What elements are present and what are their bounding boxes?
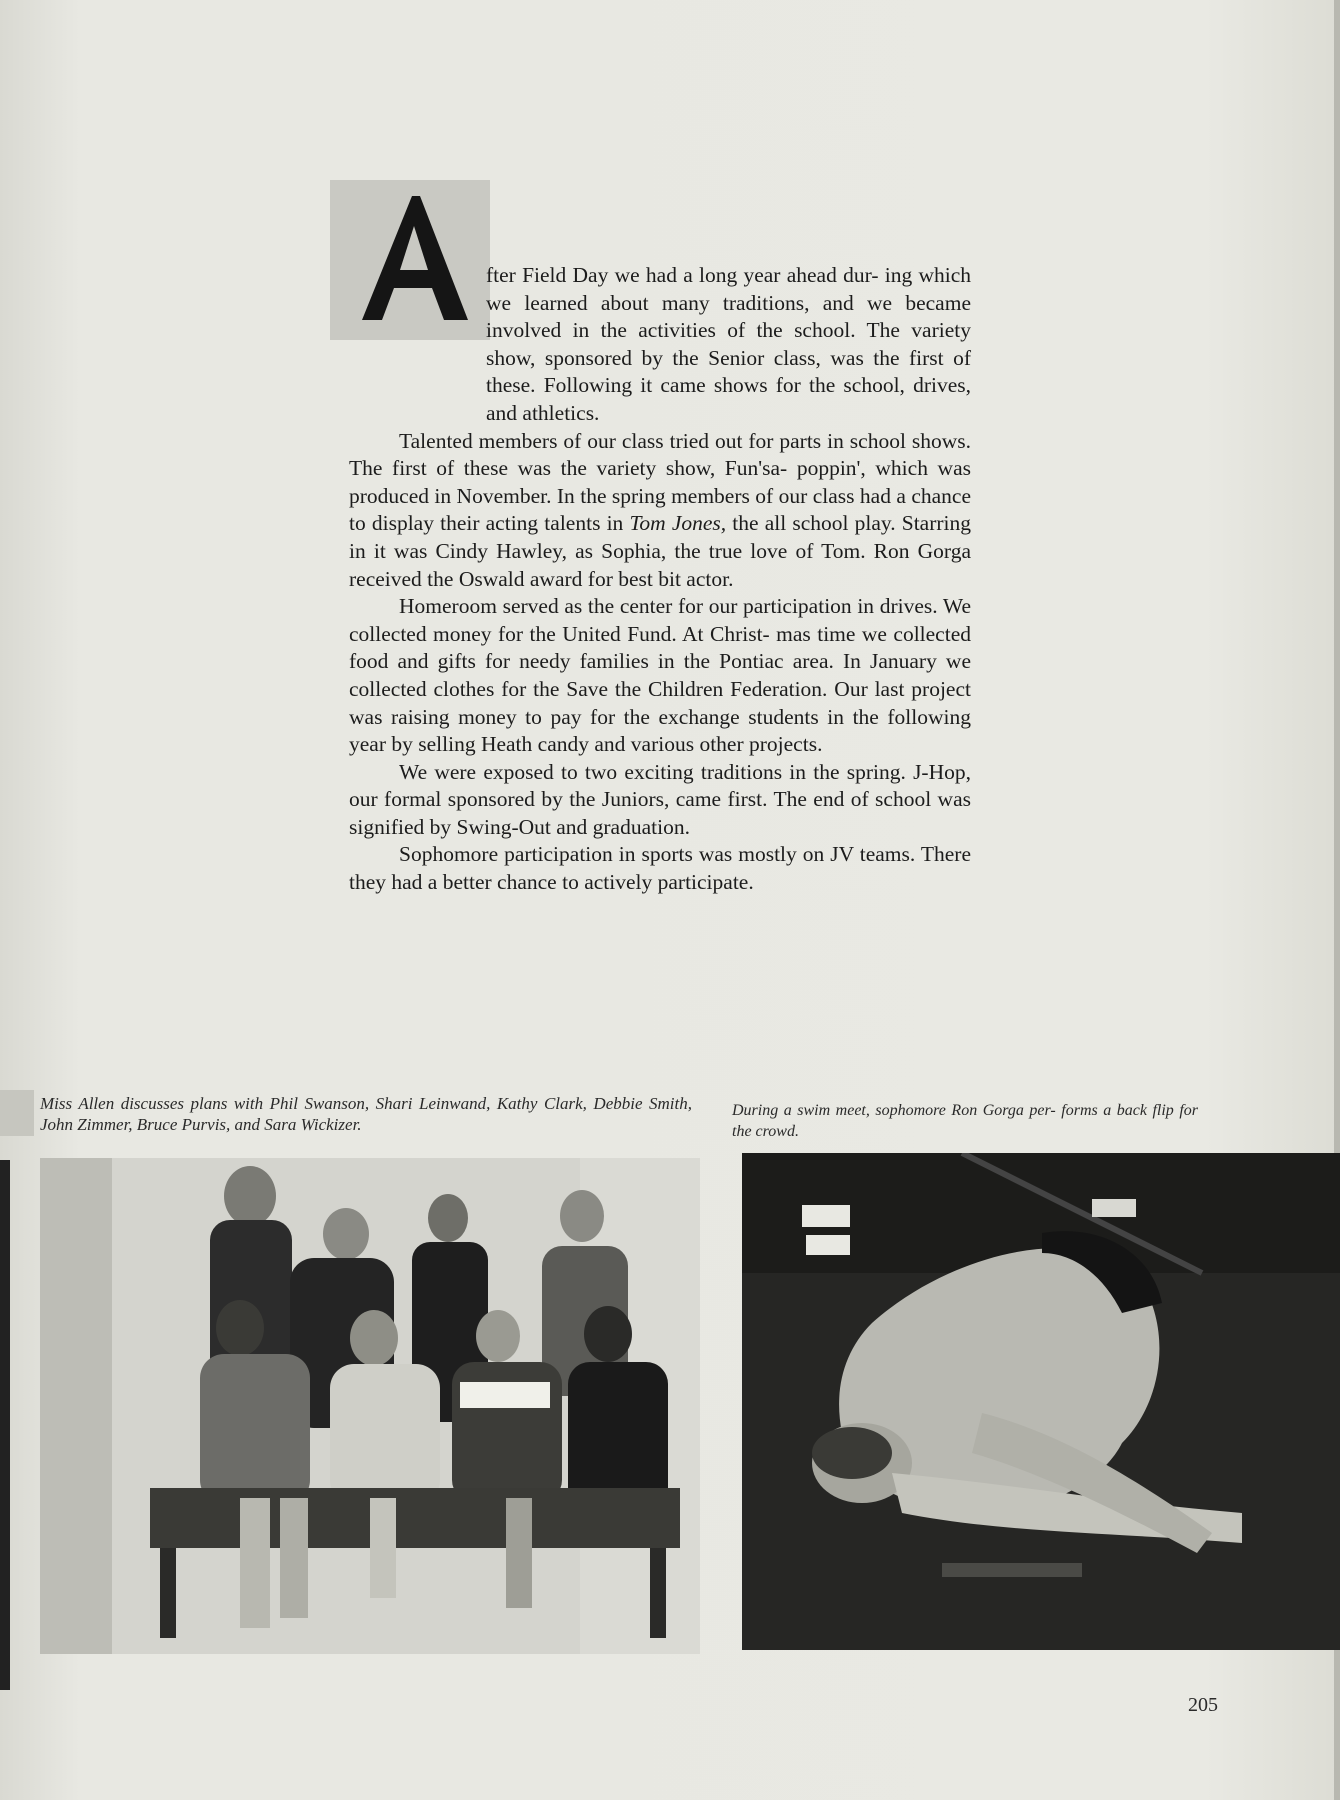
article-paragraph-1 bbox=[349, 262, 971, 428]
diver-photo bbox=[742, 1153, 1340, 1650]
article-paragraph-2-rest: the all school play. Starring in it was Cindy Hawley, as Sophia, the true love of Tom. Ron Gorga received the Oswald award for best bit actor. bbox=[349, 511, 972, 591]
article-paragraph-2-text: Talented members of our class tried out for parts in school shows. The first of these was the variety show, Fun'sa- poppin', which was produced in November. In the spring members of our class had a chance to display their acting talents in bbox=[349, 428, 971, 536]
article-paragraph-1-text: fter Field Day we had a long year ahead dur- ing which we learned about many traditions, and we became involved in the activities of the school. The variety show, sponsored by the Senior class, was the first of these. Following it came shows for the school, drives, and athletics. bbox=[486, 263, 971, 425]
caption-right: During a swim meet, sophomore Ron Gorga per- forms a back flip for the crowd. bbox=[732, 1102, 1198, 1140]
article-paragraph-3: Homeroom served as the center for our participation in drives. We collected money for the United Fund. At Christ- mas time we collected food and gifts for needy families in the Pontiac area. In January we collected clothes for the Save the Children Federation. Our last project was raising money to pay for the exchange students in the following year by selling Heath candy and various other projects. bbox=[349, 594, 971, 757]
group-photo bbox=[40, 1158, 700, 1654]
article-body bbox=[349, 262, 971, 897]
article-paragraph-5: Sophomore participation in sports was mostly on JV teams. There they had a better chance to actively participate. bbox=[349, 842, 971, 895]
caption-marker bbox=[0, 1090, 34, 1136]
article-paragraph-4: We were exposed to two exciting traditions in the spring. J-Hop, our formal sponsored by the Juniors, came first. The end of school was signified by Swing-Out and graduation. bbox=[349, 759, 971, 839]
article-paragraph-2 bbox=[349, 428, 971, 594]
page-number: 205 bbox=[1188, 1694, 1218, 1716]
diver-photo-image bbox=[742, 1153, 1340, 1650]
caption-left: Miss Allen discusses plans with Phil Swanson, Shari Leinwand, Kathy Clark, Debbie Smith, John Zimmer, Bruce Purvis, and Sara Wickizer. bbox=[40, 1094, 692, 1134]
play-title: Tom Jones, bbox=[629, 511, 727, 536]
group-photo-image bbox=[40, 1158, 700, 1654]
page-left-edge bbox=[0, 1160, 10, 1690]
